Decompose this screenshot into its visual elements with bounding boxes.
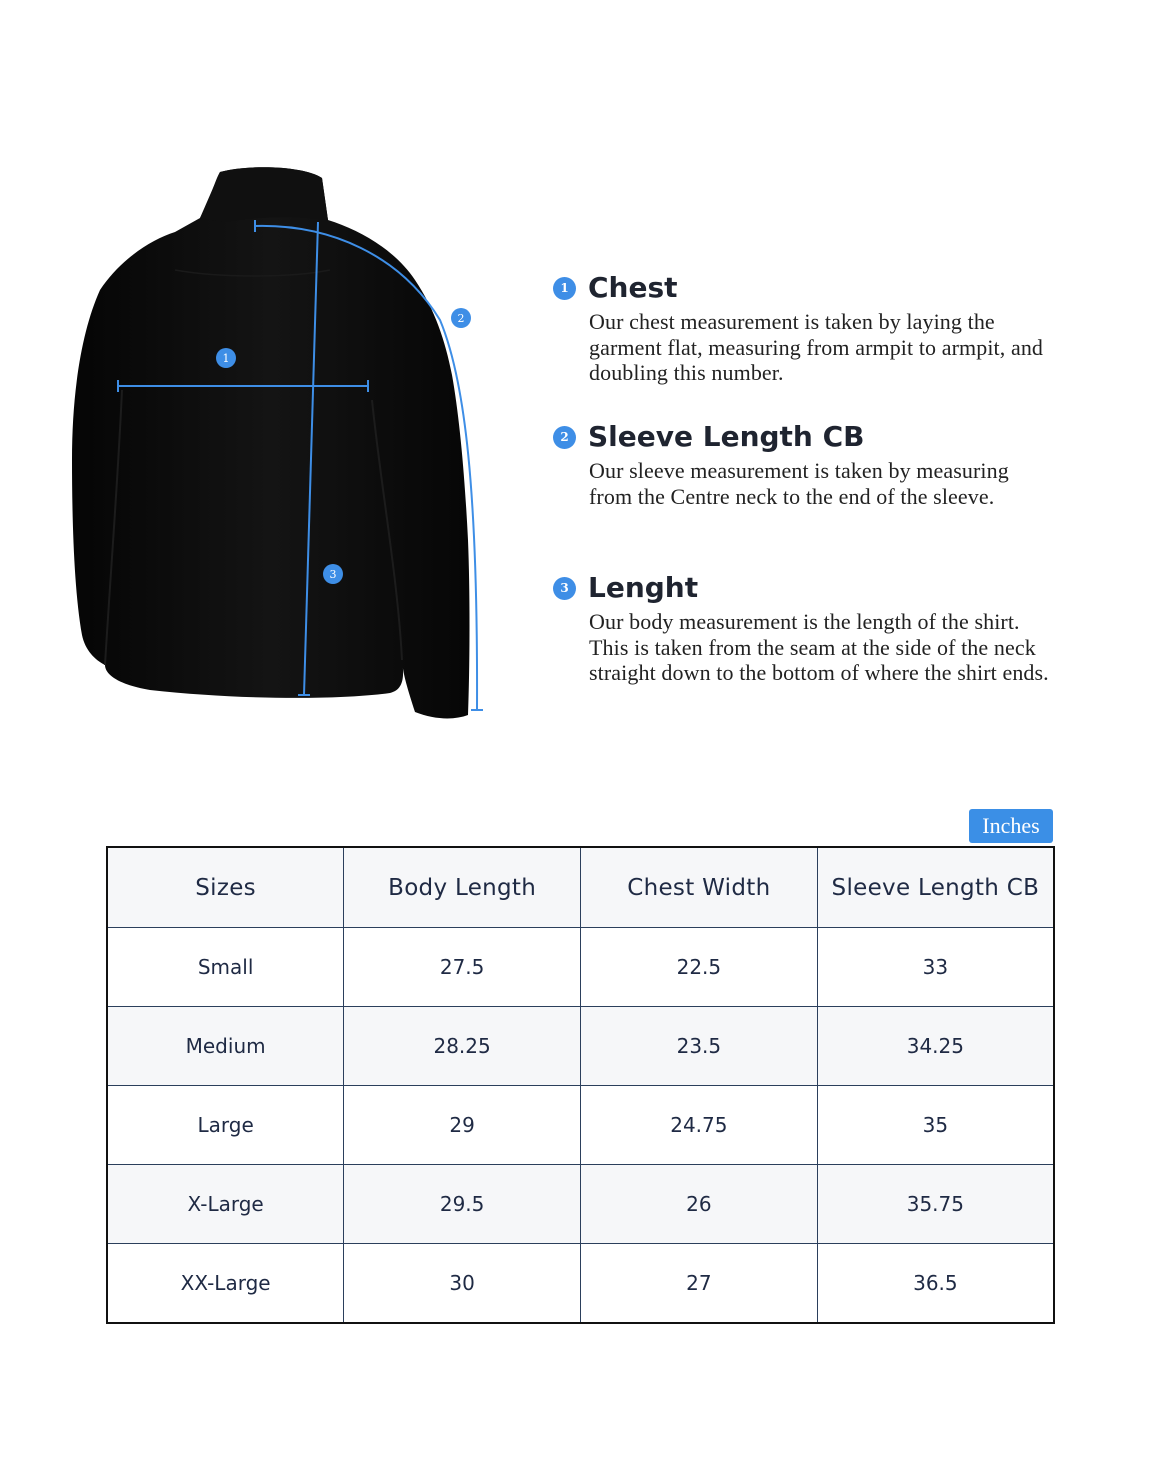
sleeve-length-cell: 35.75 — [817, 1165, 1054, 1244]
sleeve-length-cell: 34.25 — [817, 1007, 1054, 1086]
sleeve-length-cell: 35 — [817, 1086, 1054, 1165]
size-cell: X-Large — [107, 1165, 344, 1244]
size-cell: Medium — [107, 1007, 344, 1086]
legend-description: Our body measurement is the length of the shirt. This is taken from the seam at the side of the neck straight down to the bottom of where the shirt ends. — [589, 609, 1049, 685]
body-length-cell: 27.5 — [344, 928, 581, 1007]
table-row — [107, 1007, 1054, 1086]
column-header-chest-width: Chest Width — [581, 847, 818, 928]
legend-title-text: Chest — [588, 271, 678, 304]
size-cell: XX-Large — [107, 1244, 344, 1324]
jacket-body — [72, 167, 470, 718]
body-length-cell: 30 — [344, 1244, 581, 1324]
legend-title-text: Sleeve Length CB — [588, 420, 865, 453]
jacket-collar — [200, 167, 328, 222]
legend-title-length — [553, 573, 1053, 603]
chest-width-cell: 26 — [581, 1165, 818, 1244]
svg-text:1: 1 — [222, 352, 230, 365]
svg-text:3: 3 — [329, 568, 337, 581]
sleeve-length-cell: 33 — [817, 928, 1054, 1007]
size-chart-table — [106, 846, 1055, 1324]
body-length-cell: 29.5 — [344, 1165, 581, 1244]
marker-1 — [216, 348, 236, 368]
chest-width-cell: 22.5 — [581, 928, 818, 1007]
sleeve-length-cell: 36.5 — [817, 1244, 1054, 1324]
column-header-body-length: Body Length — [344, 847, 581, 928]
table-row — [107, 1086, 1054, 1165]
number-badge-icon: 3 — [553, 577, 576, 600]
number-badge-icon: 1 — [553, 277, 576, 300]
body-length-cell: 28.25 — [344, 1007, 581, 1086]
legend-description: Our sleeve measurement is taken by measuring from the Centre neck to the end of the sleeve. — [589, 458, 1009, 509]
unit-label-badge: Inches — [969, 809, 1053, 843]
body-length-cell: 29 — [344, 1086, 581, 1165]
table-header-row — [107, 847, 1054, 928]
chest-width-cell: 23.5 — [581, 1007, 818, 1086]
svg-text:2: 2 — [457, 312, 465, 325]
column-header-sizes: Sizes — [107, 847, 344, 928]
chest-width-cell: 24.75 — [581, 1086, 818, 1165]
marker-2 — [451, 308, 471, 328]
legend-title-chest — [553, 273, 1053, 303]
marker-3 — [323, 564, 343, 584]
table-row — [107, 1244, 1054, 1324]
legend-title-text: Lenght — [588, 571, 699, 604]
legend-sleeve — [553, 422, 1053, 509]
size-cell: Small — [107, 928, 344, 1007]
number-badge-icon: 2 — [553, 426, 576, 449]
table-row — [107, 928, 1054, 1007]
legend-title-sleeve — [553, 422, 1053, 452]
size-cell: Large — [107, 1086, 344, 1165]
legend-description: Our chest measurement is taken by laying the garment flat, measuring from armpit to armpit, and doubling this number. — [589, 309, 1044, 385]
legend-length — [553, 573, 1053, 686]
table-row — [107, 1165, 1054, 1244]
jacket-measurement-diagram — [60, 160, 500, 730]
chest-width-cell: 27 — [581, 1244, 818, 1324]
legend-chest — [553, 273, 1053, 386]
column-header-sleeve-length: Sleeve Length CB — [817, 847, 1054, 928]
